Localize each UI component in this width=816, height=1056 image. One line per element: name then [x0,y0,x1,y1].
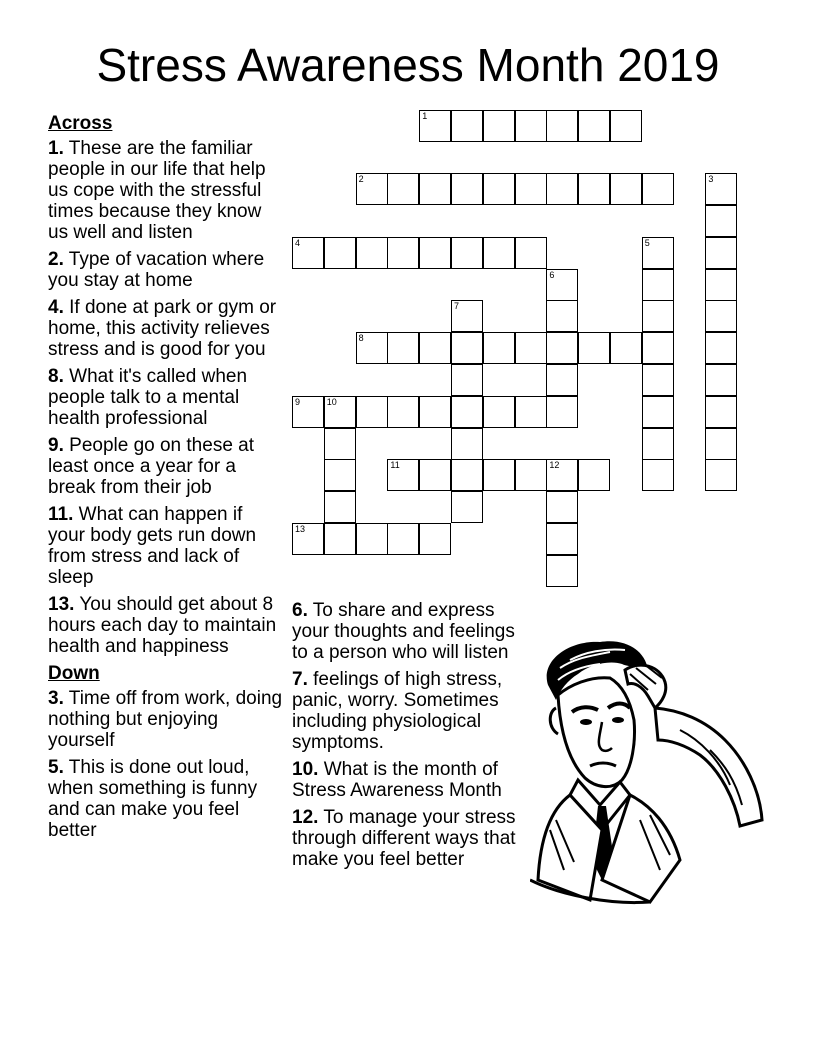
clue-text: These are the familiar people in our life that help us cope with the stressful times because they know us well and listen [48,138,266,243]
clue-text: Time off from work, doing nothing but enjoying yourself [48,688,283,751]
clue-number: 3. [48,688,64,709]
clues-column-left [48,113,284,847]
crossword-cell[interactable] [515,237,547,269]
crossword-cell[interactable] [642,332,674,364]
crossword-cell[interactable] [451,459,483,491]
cell-number-label: 7 [454,301,460,312]
clue-across-11 [48,504,284,588]
clue-text: If done at park or gym or home, this activity relieves stress and is good for you [48,297,277,360]
clue-across-1 [48,138,284,243]
crossword-cell[interactable] [419,459,451,491]
crossword-cell[interactable] [642,237,674,269]
clue-number: 5. [48,757,64,778]
crossword-cell[interactable] [324,237,356,269]
clue-text: What is the month of Stress Awareness Month [292,759,502,801]
crossword-cell[interactable] [515,396,547,428]
crossword-cell[interactable] [419,110,451,142]
cell-number-label: 5 [644,237,650,248]
crossword-cell[interactable] [451,364,483,396]
clue-text: feelings of high stress, panic, worry. Sometimes including physiological symptoms. [292,669,503,753]
crossword-cell[interactable] [483,110,515,142]
crossword-cell[interactable] [705,205,737,237]
across-heading: Across [48,113,113,134]
crossword-cell[interactable] [642,459,674,491]
clue-down-6 [292,600,524,663]
clue-text: What can happen if your body gets run down from stress and lack of sleep [48,504,257,588]
crossword-cell[interactable] [705,173,737,205]
crossword-cell[interactable] [356,237,388,269]
clue-across-2 [48,249,284,291]
crossword-cell[interactable] [642,300,674,332]
crossword-cell[interactable] [705,300,737,332]
crossword-cell[interactable] [324,428,356,460]
clue-across-9 [48,435,284,498]
crossword-cell[interactable] [419,173,451,205]
down-heading: Down [48,663,100,684]
crossword-cell[interactable] [578,173,610,205]
crossword-cell[interactable] [419,523,451,555]
crossword-cell[interactable] [642,396,674,428]
clue-text: What it's called when people talk to a mental health professional [48,366,248,429]
clue-text: You should get about 8 hours each day to maintain health and happiness [48,594,277,657]
page-title: Stress Awareness Month 2019 [96,39,720,91]
crossword-cell[interactable] [546,110,578,142]
crossword-cell[interactable] [546,332,578,364]
cell-number-label: 9 [295,396,301,407]
crossword-cell[interactable] [387,237,419,269]
clue-number: 1. [48,138,64,159]
crossword-cell[interactable] [515,173,547,205]
cell-number-label: 8 [358,333,364,344]
clue-text: To share and express your thoughts and feelings to a person who will listen [292,600,515,663]
crossword-cell[interactable] [292,237,324,269]
crossword-cell[interactable] [451,110,483,142]
crossword-cell[interactable] [387,396,419,428]
clue-number: 11. [48,504,74,525]
crossword-cell[interactable] [546,459,578,491]
crossword-cell[interactable] [642,173,674,205]
crossword-cell[interactable] [705,364,737,396]
crossword-cell[interactable] [292,396,324,428]
crossword-cell[interactable] [705,428,737,460]
crossword-cell[interactable] [705,269,737,301]
clue-text: People go on these at least once a year for a break from their job [48,435,255,498]
crossword-cell[interactable] [546,173,578,205]
crossword-cell[interactable] [546,555,578,587]
cell-number-label: 3 [708,174,714,185]
crossword-cell[interactable] [419,237,451,269]
clue-text: To manage your stress through different ways that make you feel better [292,807,516,870]
crossword-cell[interactable] [324,396,356,428]
crossword-cell[interactable] [642,364,674,396]
cell-number-label: 12 [549,460,560,471]
clue-number: 12. [292,807,319,828]
clue-across-13 [48,594,284,657]
crossword-cell[interactable] [419,396,451,428]
crossword-cell[interactable] [642,428,674,460]
crossword-cell[interactable] [546,491,578,523]
clue-down-3 [48,688,284,751]
crossword-cell[interactable] [324,491,356,523]
clue-down-10 [292,759,524,801]
crossword-cell[interactable] [515,459,547,491]
crossword-cell[interactable] [610,110,642,142]
crossword-cell[interactable] [451,491,483,523]
clue-number: 4. [48,297,64,318]
crossword-cell[interactable] [451,237,483,269]
clue-across-8 [48,366,284,429]
clue-across-4 [48,297,284,360]
clue-number: 9. [48,435,64,456]
crossword-cell[interactable] [483,459,515,491]
crossword-cell[interactable] [387,173,419,205]
crossword-cell[interactable] [356,332,388,364]
clue-text: Type of vacation where you stay at home [48,249,265,291]
crossword-cell[interactable] [705,237,737,269]
clue-number: 13. [48,594,75,615]
stressed-man-illustration [530,630,770,910]
crossword-cell[interactable] [451,428,483,460]
crossword-cell[interactable] [292,523,324,555]
crossword-cell[interactable] [483,237,515,269]
crossword-cell[interactable] [546,523,578,555]
crossword-cell[interactable] [483,332,515,364]
clue-number: 8. [48,366,64,387]
crossword-cell[interactable] [642,269,674,301]
crossword-cell[interactable] [387,459,419,491]
cell-number-label: 1 [422,110,428,121]
crossword-cell[interactable] [356,173,388,205]
crossword-cell[interactable] [451,173,483,205]
clue-down-7 [292,669,524,753]
crossword-cell[interactable] [324,459,356,491]
crossword-cell[interactable] [387,332,419,364]
clue-down-5 [48,757,284,841]
crossword-cell[interactable] [451,300,483,332]
crossword-cell[interactable] [515,110,547,142]
clue-number: 10. [292,759,319,780]
clue-number: 2. [48,249,64,270]
crossword-cell[interactable] [578,459,610,491]
crossword-cell[interactable] [419,332,451,364]
clue-number: 6. [292,600,308,621]
clues-column-middle [292,600,524,876]
crossword-cell[interactable] [387,523,419,555]
crossword-cell[interactable] [546,269,578,301]
crossword-cell[interactable] [356,396,388,428]
crossword-cell[interactable] [451,332,483,364]
clue-number: 7. [292,669,308,690]
clue-down-12 [292,807,524,870]
crossword-cell[interactable] [483,396,515,428]
clue-text: This is done out loud, when something is funny and can make you feel better [48,757,258,841]
crossword-cell[interactable] [578,332,610,364]
crossword-cell[interactable] [451,396,483,428]
cell-number-label: 10 [326,396,337,407]
crossword-cell[interactable] [705,332,737,364]
crossword-cell[interactable] [546,364,578,396]
crossword-cell[interactable] [578,110,610,142]
cell-number-label: 4 [295,237,301,248]
crossword-cell[interactable] [515,332,547,364]
cell-number-label: 11 [390,460,400,471]
crossword-cell[interactable] [546,396,578,428]
cell-number-label: 2 [358,174,364,185]
cell-number-label: 6 [549,269,555,280]
crossword-cell[interactable] [483,173,515,205]
cell-number-label: 13 [295,523,306,534]
crossword-cell[interactable] [610,173,642,205]
crossword-cell[interactable] [705,459,737,491]
crossword-cell[interactable] [705,396,737,428]
crossword-cell[interactable] [356,523,388,555]
crossword-cell[interactable] [610,332,642,364]
crossword-cell[interactable] [546,300,578,332]
crossword-cell[interactable] [324,523,356,555]
